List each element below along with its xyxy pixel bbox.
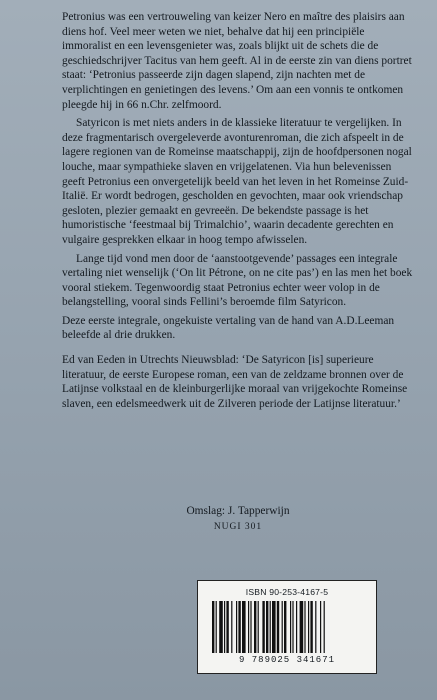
cover-credit: Omslag: J. Tapperwijn: [186, 505, 290, 517]
credits: [62, 503, 414, 535]
barcode-icon: [212, 601, 364, 653]
barcode-label: [197, 580, 377, 674]
isbn-text: ISBN 90-253-4167-5: [245, 587, 329, 597]
blurb-paragraph: Satyricon is met niets anders in de klassieke literatuur te vergelijken. In deze fragmentarisch overgeleverde avonturenroman, die zich afspeelt in de lagere regionen van de Romeinse maatschappij, zijn de hoofdpersonen nogal louche, maar sympathieke slaven en vrijgelatenen. Via hun belevenissen geeft Petronius een onvergetelijk beeld van het leven in het Romeinse Zuid-Italië. Er wordt bedrogen, gescholden en gevochten, maar ook vriendschap gesloten, plezier gemaakt en gevreeën. De bekendste passage is het humoristische ‘feestmaal bij Trimalchio’, waarin decadente gerechten en vulgaire gesprekken elkaar in hoog tempo afwisselen.: [62, 117, 412, 246]
blurb-paragraph: Deze eerste integrale, ongekuiste vertaling van de hand van A.D.Leeman beleefde al drie drukken.: [62, 314, 395, 342]
blurb-text: [62, 10, 414, 415]
nugi-code: NUGI 301: [213, 522, 263, 532]
ean-number: 9 789025 341671: [238, 655, 335, 665]
blurb-paragraph: Petronius was een vertrouweling van keizer Nero en maître des plaisirs aan diens hof. Veel meer weten we niet, behalve dat hij een principiële immoralist en een levensgenieter was, zoals blijkt uit de schets die de geschiedschrijver Tacitus van hem geeft. Al in de eerste zin van diens portret staat: ‘Petronius passeerde zijn dagen slapend, zijn nachten met de verplichtingen en genietingen des levens.’ Om aan een vonnis te ontkomen pleegde hij in 66 n.Chr. zelfmoord.: [62, 11, 412, 111]
review-quote: Ed van Eeden in Utrechts Nieuwsblad: ‘De Satyricon [is] superieure literatuur, de eerste Europese roman, een van de zeldzame bronnen over de Latijnse volkstaal en de kleinburgerlijke moraal van vrijgekochte Romeinse slaven, een edelsmeedwerk uit de Zilveren periode der Latijnse literatuur.’: [62, 354, 408, 410]
blurb-paragraph: Lange tijd vond men door de ‘aanstootgevende’ passages een integrale vertaling niet wenselijk (‘On lit Pétrone, on ne cite pas’) en las men het boek vooral stiekem. Tegenwoordig staat Petronius echter weer volop in de belangstelling, vooral sinds Fellini’s beroemde film Satyricon.: [62, 252, 413, 309]
